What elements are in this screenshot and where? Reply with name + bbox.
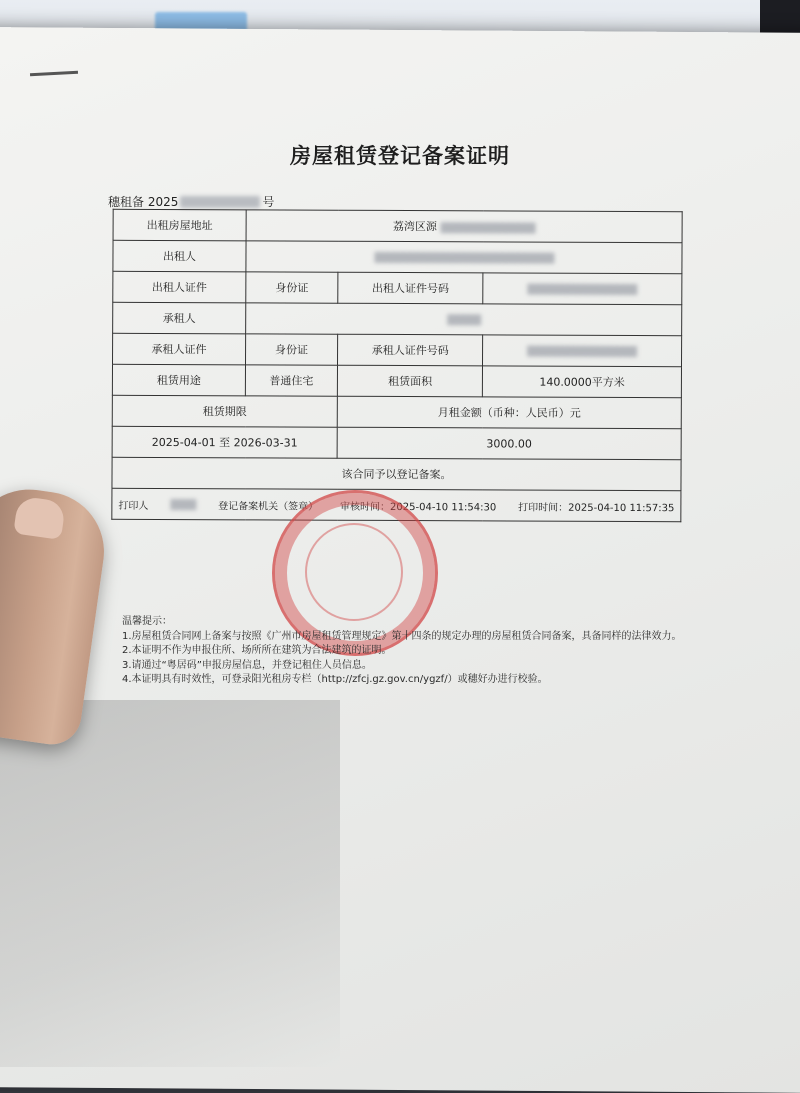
lessee-id-no-label: 承租人证件号码	[338, 334, 483, 366]
address-value: 荔湾区源	[392, 219, 437, 234]
lessee-value-cell	[246, 303, 682, 336]
lessor-id-no-label: 出租人证件号码	[338, 272, 483, 304]
note-item: 1.房屋租赁合同网上备案与按照《广州市房屋租赁管理规定》第十四条的规定办理的房屋租赁合同备案，具备同样的法律效力。	[122, 630, 682, 642]
redacted-address	[440, 222, 535, 233]
notes-heading: 温馨提示：	[122, 616, 172, 627]
address-value-cell	[246, 210, 682, 243]
table-row	[113, 333, 682, 366]
table-row	[112, 457, 681, 490]
rent-value: 3000.00	[337, 427, 681, 460]
review-time: 审核时间：2025-04-10 11:54:30	[340, 501, 497, 513]
registration-table	[111, 209, 682, 522]
table-row	[113, 302, 682, 335]
redacted-lessee-id	[527, 346, 637, 357]
redacted-lessee	[447, 314, 481, 325]
address-label: 出租房屋地址	[113, 209, 246, 241]
rent-label: 月租金额（币种：人民币）元	[337, 396, 681, 429]
table-row	[112, 426, 681, 459]
document-title: 房屋租赁登记备案证明	[290, 144, 510, 168]
reference-prefix: 穗租备 2025	[108, 195, 179, 209]
note-item: 2.本证明不作为申报住所、场所所在建筑为合法建筑的证明。	[122, 645, 392, 656]
reference-number	[108, 193, 274, 210]
table-row	[112, 395, 681, 428]
usage-value: 普通住宅	[245, 365, 337, 396]
table-row	[113, 271, 682, 304]
redacted-reference	[180, 196, 260, 208]
lessor-id-type-label: 出租人证件	[113, 271, 246, 303]
reference-suffix: 号	[262, 195, 275, 209]
lessee-id-no-value-cell	[483, 335, 682, 367]
table-row	[112, 364, 681, 397]
area-value: 140.0000平方米	[483, 366, 682, 398]
lessee-id-type-value: 身份证	[246, 334, 338, 365]
lessor-id-type-value: 身份证	[246, 272, 338, 303]
redacted-printer	[170, 499, 196, 510]
printer-label: 打印人	[118, 500, 149, 512]
notes-section	[122, 615, 682, 688]
lessor-label: 出租人	[113, 240, 246, 272]
redacted-lessor	[374, 252, 554, 264]
redacted-lessor-id	[527, 284, 637, 295]
fingernail	[13, 496, 66, 540]
print-time: 打印时间：2025-04-10 11:57:35	[518, 502, 675, 514]
lessor-value-cell	[246, 241, 682, 274]
hand-shadow	[0, 700, 340, 1067]
official-seal-inner-ring	[305, 523, 403, 621]
term-label: 租赁期限	[112, 395, 337, 427]
authority-label: 登记备案机关（签章）	[218, 500, 319, 513]
table-row	[113, 209, 682, 242]
note-item: 4.本证明具有时效性，可登录阳光租房专栏（http://zfcj.gz.gov.cn/ygzf/）或穗好办进行校验。	[122, 674, 548, 685]
table-row	[113, 240, 682, 273]
lessee-id-type-label: 承租人证件	[113, 333, 246, 365]
area-label: 租赁面积	[337, 365, 482, 397]
approval-text: 该合同予以登记备案。	[112, 457, 681, 490]
lessee-label: 承租人	[113, 302, 246, 334]
usage-label: 租赁用途	[112, 364, 245, 396]
term-value: 2025-04-01 至 2026-03-31	[112, 426, 337, 458]
note-item: 3.请通过“粤居码”申报房屋信息，并登记租住人员信息。	[122, 659, 372, 671]
lessor-id-no-value-cell	[483, 273, 682, 305]
